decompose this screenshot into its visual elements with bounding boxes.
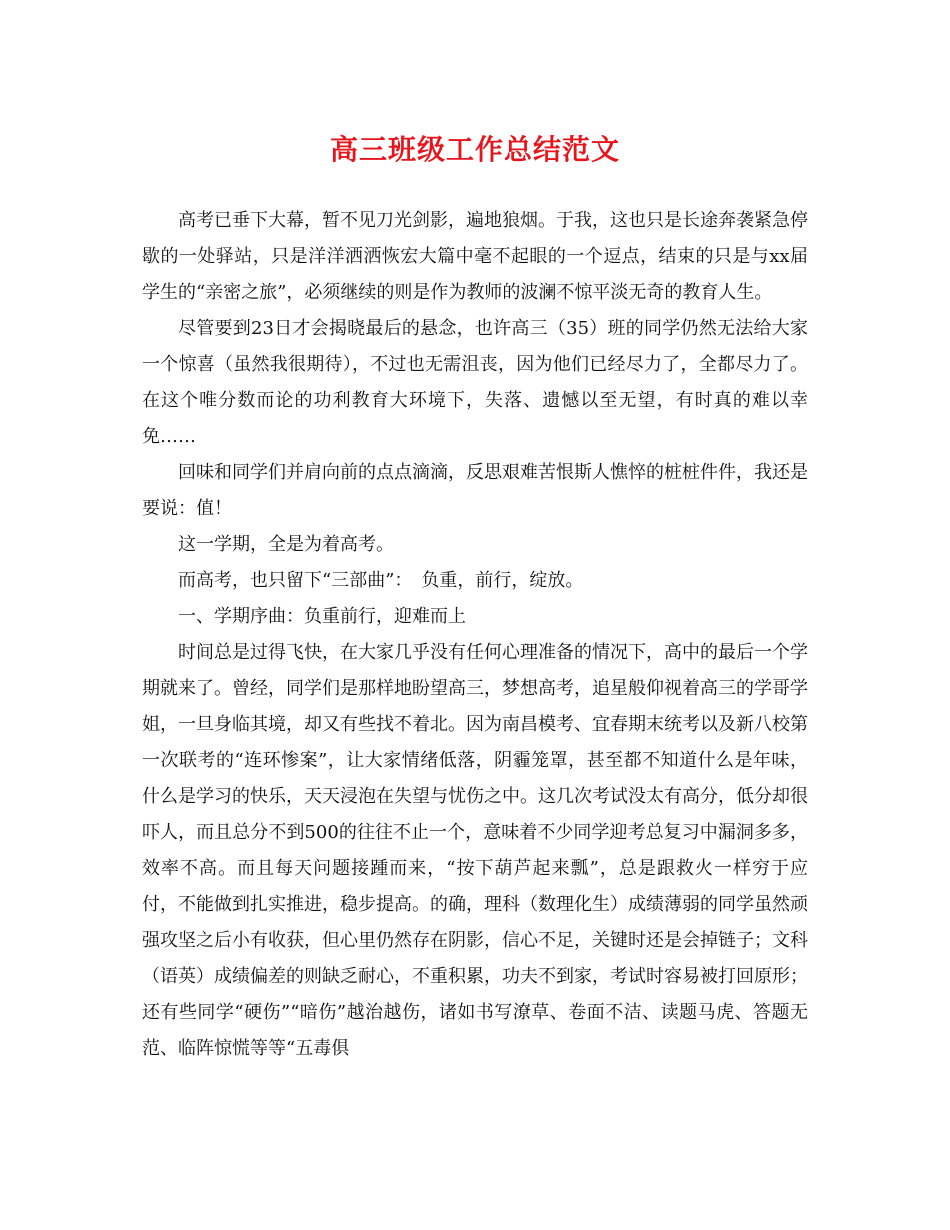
paragraph: 而高考，也只留下“三部曲”： 负重，前行，绽放。 xyxy=(178,570,584,591)
paragraph: 这一学期，全是为着高考。 xyxy=(178,534,394,555)
section-heading: 一、学期序曲：负重前行，迎难而上 xyxy=(178,606,466,627)
paragraph: 时间总是过得飞快，在大家几乎没有任何心理准备的情况下，高中的最后一个学期就来了。曾经，同学们是那样地盼望高三，梦想高考，追星般仰视着高三的学哥学姐，一旦身临其境，却又有些找不着北。因为南昌模考、宜春期末统考以及新八校第一次联考的“连环惨案”，让大家情绪低落，阴霾笼罩，甚至都不知道什么是年味，什么是学习的快乐，天天浸泡在失望与忧伤之中。这几次考试没太有高分，低分却很吓人，而且总分不到500的往往不止一个，意味着不少同学迎考总复习中漏洞多多，效率不高。而且每天问题接踵而来，“按下葫芦起来瓢”，总是跟救火一样穷于应付，不能做到扎实推进，稳步提高。的确，理科（数理化生）成绩薄弱的同学虽然顽强攻坚之后小有收获，但心里仍然存在阴影，信心不足，关键时还是会掉链子；文科（语英）成绩偏差的则缺乏耐心，不重积累，功夫不到家，考试时容易被打回原形；还有些同学“硬伤”“暗伤”越治越伤，诸如书写潦草、卷面不洁、读题马虎、答题无范、临阵惊慌等等“五毒俱 xyxy=(142,642,808,1059)
document-title: 高三班级工作总结范文 xyxy=(329,133,620,166)
paragraph: 高考已垂下大幕，暂不见刀光剑影，遍地狼烟。于我，这也只是长途奔袭紧急停歇的一处驿站，只是洋洋洒洒恢宏大篇中毫不起眼的一个逗点，结束的只是与xx届学生的“亲密之旅”，必须继续的则是作为教师的波澜不惊平淡无奇的教育人生。 xyxy=(142,210,808,303)
paragraph: 尽管要到23日才会揭晓最后的悬念，也许高三（35）班的同学仍然无法给大家一个惊喜（虽然我很期待），不过也无需沮丧，因为他们已经尽力了，全都尽力了。在这个唯分数而论的功利教育大环境下，失落、遗憾以至无望，有时真的难以幸免…… xyxy=(142,318,808,447)
paragraph: 回味和同学们并肩向前的点点滴滴，反思艰难苦恨斯人憔悴的桩桩件件，我还是要说：值！ xyxy=(142,462,808,519)
document-body xyxy=(142,203,808,1067)
